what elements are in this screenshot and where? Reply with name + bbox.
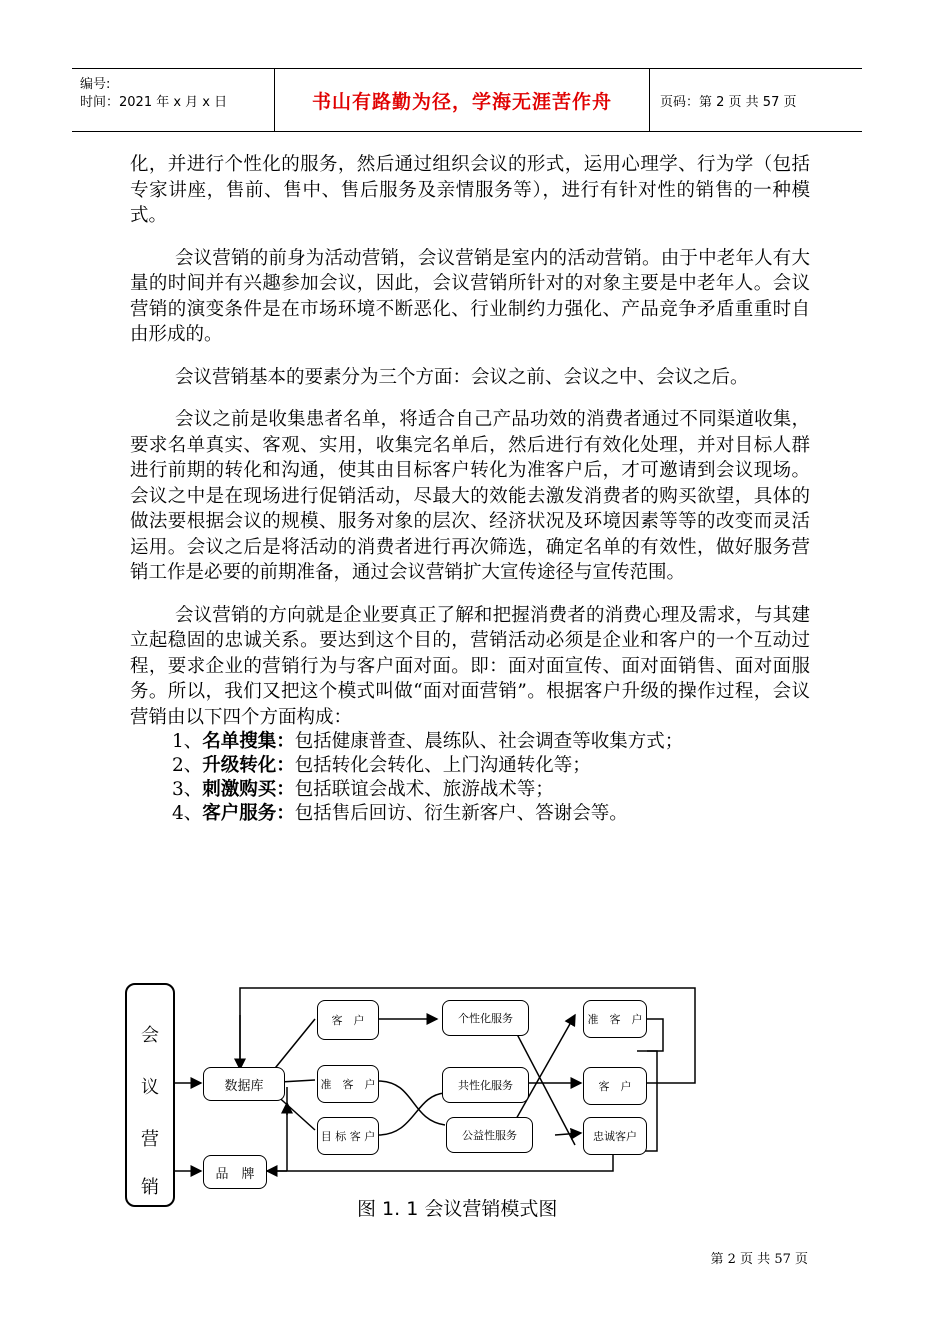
connector	[555, 1133, 581, 1135]
paragraph: 化，并进行个性化的服务，然后通过组织会议的形式，运用心理学、行为学（包括专家讲座，售前、售中、售后服务及亲情服务等），进行有针对性的销售的一种模式。	[130, 154, 810, 226]
right-customer-box: 客 户	[583, 1067, 647, 1105]
vertical-char: 会	[141, 1025, 159, 1046]
list-item: 3、刺激购买：包括联谊会战术、旅游战术等；	[172, 779, 554, 800]
header-page-cell	[650, 69, 862, 131]
vertical-char: 营	[141, 1129, 159, 1150]
number-label: 编号:	[80, 77, 111, 92]
page-header	[72, 68, 862, 132]
time-label: 时间：2021 年 x 月 x 日	[80, 95, 228, 110]
brand-box: 品 牌	[203, 1155, 267, 1189]
target-customer-box: 目 标 客 户	[317, 1117, 379, 1155]
header-motto-cell	[275, 69, 650, 131]
paragraph: 会议营销的前身为活动营销，会议营销是室内的活动营销。由于中老年人有大量的时间并有兴趣参加会议，因此，会议营销所针对的对象主要是中老年人。会议营销的演变条件是在市场环境不断恶化、行业制约力强化、产品竞争矛盾重重时自由形成的。	[130, 247, 810, 345]
vertical-char: 销	[141, 1177, 159, 1198]
vertical-char: 议	[141, 1077, 159, 1098]
paragraph: 会议之前是收集患者名单，将适合自己产品功效的消费者通过不同渠道收集，要求名单真实、客观、实用，收集完名单后，然后进行有效化处理，并对目标人群进行前期的转化和沟通，使其由目标客户转化为准客户后，才可邀请到会议现场。会议之中是在现场进行促销活动，尽最大的效能去激发消费者的购买欲望，具体的做法要根据会议的规模、服务对象的层次、经济状况及环境因素等等的改变而灵活运用。会议之后是将活动的消费者进行再次筛选，确定名单的有效性，做好服务营销工作是必要的前期准备，通过会议营销扩大宣传途径与宣传范围。	[130, 409, 810, 583]
component-list	[130, 730, 810, 826]
header-meta-cell	[72, 69, 275, 131]
page-footer: 第 2 页 共 57 页	[710, 1252, 808, 1267]
loyal-customer-box: 忠诚客户	[583, 1117, 647, 1155]
prospect-box: 准 客 户	[317, 1065, 379, 1103]
list-item: 4、客户服务：包括售后回访、衍生新客户、答谢会等。	[172, 803, 628, 824]
common-service-box: 共性化服务	[442, 1067, 529, 1103]
personalized-service-box: 个性化服务	[442, 1000, 529, 1036]
marketing-model-diagram	[115, 975, 720, 1215]
figure-caption: 图 1. 1 会议营销模式图	[357, 1198, 558, 1220]
page-count-label: 页码：第 2 页 共 57 页	[660, 95, 797, 110]
meeting-marketing-box	[125, 983, 175, 1207]
public-service-box: 公益性服务	[446, 1117, 533, 1153]
list-item: 2、升级转化：包括转化会转化、上门沟通转化等；	[172, 755, 591, 776]
paragraph: 会议营销的方向就是企业要真正了解和把握消费者的消费心理及需求，与其建立起稳固的忠诚关系。要达到这个目的，营销活动必须是企业和客户的一个互动过程，要求企业的营销行为与客户面对面。即：面对面宣传、面对面销售、面对面服务。所以，我们又把这个模式叫做“面对面营销”。根据客户升级的操作过程，会议营销由以下四个方面构成：	[130, 604, 810, 728]
list-item: 1、名单搜集：包括健康普查、晨练队、社会调查等收集方式；	[172, 731, 684, 752]
customer-box: 客 户	[317, 1000, 379, 1040]
motto: 书山有路勤为径，学海无涯苦作舟	[311, 91, 612, 113]
paragraph: 会议营销基本的要素分为三个方面：会议之前、会议之中、会议之后。	[175, 366, 749, 388]
document-body	[130, 152, 810, 826]
right-prospect-box: 准 客 户	[583, 1000, 647, 1038]
database-box: 数据库	[203, 1067, 285, 1101]
